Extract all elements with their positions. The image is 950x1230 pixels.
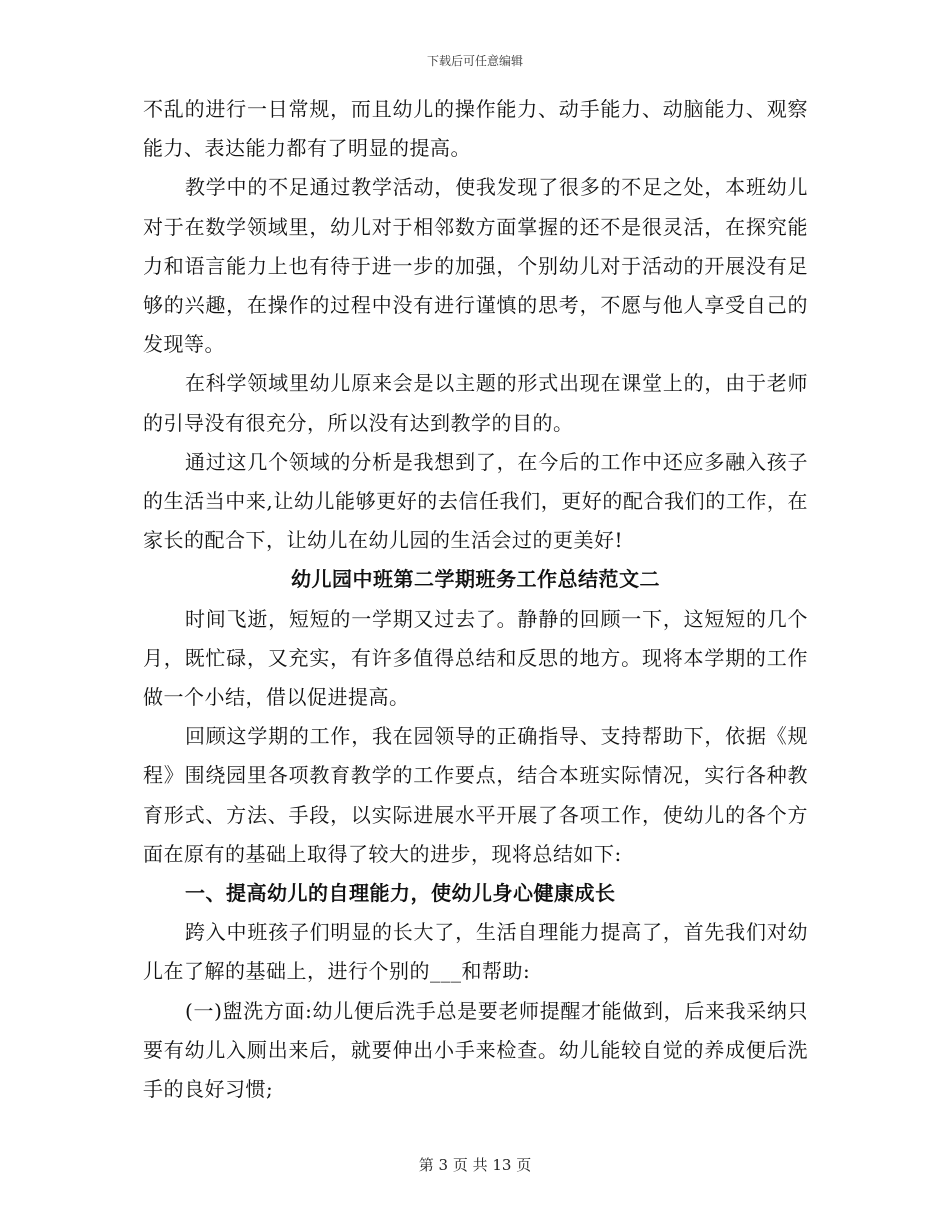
document-body [143, 90, 808, 1109]
paragraph-washing: (一)盥洗方面:幼儿便后洗手总是要老师提醒才能做到，后来我采纳只要有幼儿入厕出来后，就要伸出小手来检查。幼儿能较自觉的养成便后洗手的良好习惯; [143, 998, 808, 1102]
paragraph-analysis-conclusion: 通过这几个领域的分析是我想到了，在今后的工作中还应多融入孩子的生活当中来,让幼儿能够更好的去信任我们，更好的配合我们的工作，在家长的配合下，让幼儿在幼儿园的生活会过的更美好! [143, 449, 808, 553]
paragraph-review: 回顾这学期的工作，我在园领导的正确指导、支持帮助下，依据《规程》围绕园里各项教育教学的工作要点，结合本班实际情况，实行各种教育形式、方法、手段，以实际进展水平开展了各项工作，使幼儿的各个方面在原有的基础上取得了较大的进步，现将总结如下: [143, 724, 808, 866]
page-header: 下载后可任意编辑 [426, 54, 523, 68]
paragraph-science-field: 在科学领域里幼儿原来会是以主题的形式出现在课堂上的，由于老师的引导没有很充分，所以没有达到教学的目的。 [143, 371, 808, 435]
section-title: 幼儿园中班第二学期班务工作总结范文二 [291, 567, 660, 592]
paragraph-teaching-shortcomings: 教学中的不足通过教学活动，使我发现了很多的不足之处，本班幼儿对于在数学领域里，幼儿对于相邻数方面掌握的还不是很灵活，在探究能力和语言能力上也有待于进一步的加强，个别幼儿对于活动的开展没有足够的兴趣，在操作的过程中没有进行谨慎的思考，不愿与他人享受自己的发现等。 [143, 175, 808, 357]
paragraph-self-care: 跨入中班孩子们明显的长大了，生活自理能力提高了，首先我们对幼儿在了解的基础上，进行个别的___和帮助: [143, 920, 808, 984]
subsection-heading: 一、提高幼儿的自理能力，使幼儿身心健康成长 [185, 881, 616, 906]
paragraph-continuation: 不乱的进行一日常规，而且幼儿的操作能力、动手能力、动脑能力、观察能力、表达能力都有了明显的提高。 [143, 97, 808, 161]
paragraph-time-flies: 时间飞逝，短短的一学期又过去了。静静的回顾一下，这短短的几个月，既忙碌，又充实，有许多值得总结和反思的地方。现将本学期的工作做一个小结，借以促进提高。 [143, 606, 808, 710]
page-footer: 第 3 页 共 13 页 [418, 1156, 532, 1174]
